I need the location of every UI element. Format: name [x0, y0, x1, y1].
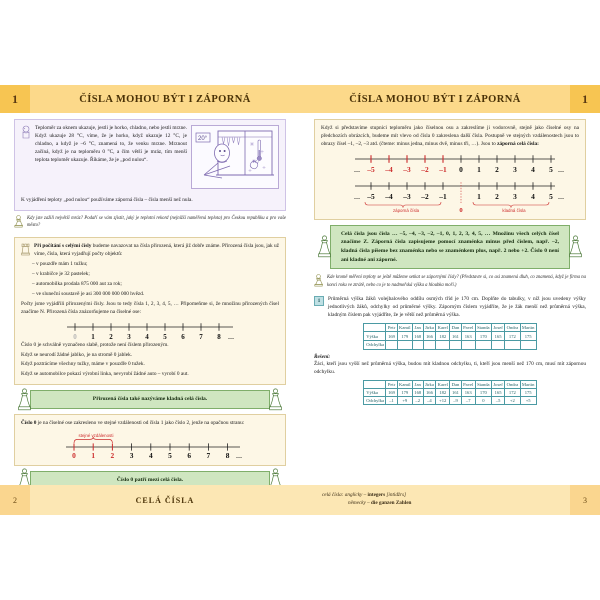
number-line-negatives [333, 152, 567, 176]
svg-text:3: 3 [513, 191, 517, 201]
bullet-4: – ve sluneční soustavě je asi 300 000 000 000 hvězd. [32, 290, 145, 297]
chess-piece-icon-right-1 [269, 388, 282, 412]
right-page-body [314, 119, 586, 481]
bullet-3: – automobilka prodala 875 000 aut za rok; [32, 280, 122, 287]
question-row-1 [14, 215, 286, 233]
glossary-line-1 [322, 492, 570, 500]
table-row [364, 397, 537, 405]
svg-text:8: 8 [225, 450, 230, 459]
deviation-blank-9[interactable] [505, 340, 520, 349]
note-2: Když se neurodí žádné jablko, je na stromě 0 jablek. [21, 351, 133, 358]
name-header-s9: Ondra [506, 381, 519, 387]
svg-text:–1: –1 [439, 164, 447, 174]
height-2: 168 [414, 333, 422, 339]
svg-text:…: … [558, 194, 564, 201]
right-page-header [300, 85, 600, 113]
height-9: 172 [505, 332, 520, 340]
table-row [364, 380, 537, 388]
height-s6: 163 [461, 388, 475, 396]
svg-text:…: … [558, 167, 564, 174]
page-number-left: 2 [0, 485, 30, 515]
footer-glossary [300, 492, 570, 508]
svg-text:…: … [236, 453, 242, 459]
svg-text:–3: –3 [403, 164, 411, 174]
deviation-2: –2 [412, 397, 423, 405]
deviation-blank-6[interactable] [461, 340, 475, 349]
height-s3: 166 [423, 388, 436, 396]
height-0: 169 [386, 332, 397, 340]
intro-paragraph-1: Teploměr za oknem ukazuje, jestli je horko, chladno, nebo jestli mrzne. Když ukazuje 28 °C, víme, že je horko, když ukazuje 12 °C, je chladno, a když je –6 °C, znamená to, že venku mrzne. Mrznout začíná, když je na teploměru 0 °C, a čím větší je mráz, tím menší teplota teploměr ukazuje. Říkáme, že je „pod nulou“. [35, 125, 187, 163]
svg-text:6: 6 [181, 332, 185, 341]
name-header-4: Karel [437, 325, 448, 331]
natural-numbers-box [14, 237, 286, 385]
svg-text:…: … [354, 167, 360, 174]
glossary-de-word: die ganzen Zahlen [371, 500, 412, 506]
table-row [364, 340, 537, 349]
svg-text:–4: –4 [385, 164, 393, 174]
brace-label: stejné vzdálenosti [78, 432, 114, 438]
zero-box-rest: je na číselné ose zakresleno ve stejné vzdálenosti od čísla 1 jako číslo 2, jenže na opačnou stranu: [36, 419, 245, 426]
natural-numbers-lead-rest: budeme navazovat na čísla přirozená, která již dobře známe. Přirozená čísla jsou, jak už víme, čísla, která vyjadřují počty objektů: [34, 242, 279, 257]
solution-text: Žáci, kteří jsou vyšší než průměrná výška, budou mít kladnou odchylku, ti, kteří jsou menší než 170 cm, musí mít zápornou odchylku. [314, 360, 586, 375]
name-header-5: Dan [451, 325, 460, 331]
deviation-blank-5[interactable] [450, 340, 461, 349]
svg-text:5: 5 [168, 450, 172, 459]
glossary-line-2 [322, 500, 570, 508]
svg-text:0: 0 [459, 164, 463, 174]
chess-piece-icon-left-3 [318, 235, 331, 259]
left-page-header [0, 85, 300, 113]
svg-text:4: 4 [145, 332, 149, 341]
glossary-en-pron: [intidžrs] [385, 492, 407, 499]
deviation-blank-4[interactable] [436, 340, 450, 349]
deviation-4: +12 [436, 397, 450, 405]
height-3: 166 [423, 332, 436, 340]
right-page [300, 85, 600, 515]
table-heights-blank [363, 323, 537, 350]
question-text-1: Kdy jste zažili největší mráz? Podaří se vám zjistit, jaký je teplotní rekord (nejnižší naměřená teplota) pro Českou republiku a pro vaše město? [27, 215, 286, 229]
note-3: Když poztrácíme všechny tužky, máme v pouzdře 0 tužek. [21, 361, 145, 368]
deviation-7: 0 [475, 397, 491, 405]
left-page [0, 85, 300, 515]
name-header-10: Martin [521, 325, 535, 331]
name-header-s10: Martin [521, 381, 535, 387]
name-header-2: Jan [412, 324, 423, 332]
table-heights-solved [363, 380, 537, 406]
negative-numbers-box [314, 119, 586, 220]
name-header-s2: Jan [412, 380, 423, 388]
svg-text:5: 5 [549, 191, 553, 201]
svg-text:4: 4 [531, 191, 535, 201]
zero-box-text [21, 420, 279, 428]
row-label-deviation-blank: Odchylka [364, 340, 386, 349]
svg-text:–5: –5 [367, 164, 375, 174]
number-line-natural [55, 320, 245, 341]
right-page-footer [300, 485, 600, 515]
name-header-s3: Jirka [424, 381, 434, 387]
statement-text-right: Celá čísla jsou čísla … –5, –4, –3, –2, –1, 0, 1, 2, 3, 4, 5, … Množinu všech celých čísel značíme Z. Záporná čísla zapisujeme pomocí znaménka minus před číslem, např. –2, kladná čísla píšeme bez znaménka nebo se znaménkem plus, např. 2 nebo +2. Číslo 0 není ani kladné ani záporné. [341, 230, 559, 263]
svg-text:2: 2 [110, 450, 115, 459]
height-1: 179 [397, 332, 412, 340]
footer-title-left: CELÁ ČÍSLA [135, 495, 195, 505]
right-intro-paragraph [321, 125, 579, 149]
height-s9: 172 [505, 388, 520, 396]
page-number-right: 3 [570, 485, 600, 515]
height-s4: 182 [436, 388, 450, 396]
question-text-right: Kde kromě měření teploty se ještě můžeme setkat se zápornými čísly? (Představte si, co asi znamená dluh, co znamená, když je firma na konci roku ve ztrátě, nebo co je to nadmořská výška a hloubka moří.) [327, 275, 586, 288]
name-header-6: Pavel [463, 325, 474, 331]
natural-numbers-after: Počty jsme vyjádřili přirozenými čísly. Jsou to tedy čísla 1, 2, 3, 4, 5, … Připomeňme si, že množinu přirozených čísel značíme N. Přirozená čísla znázorňujeme na číselné ose: [21, 300, 279, 315]
deviation-blank-1[interactable] [397, 340, 412, 349]
height-s8: 165 [492, 388, 505, 396]
chapter-number-left: 1 [0, 85, 30, 113]
natural-numbers-lead [34, 243, 279, 261]
height-s7: 170 [475, 388, 491, 396]
height-8: 165 [492, 332, 505, 340]
svg-text:–3: –3 [403, 191, 411, 201]
svg-text:2: 2 [495, 191, 499, 201]
statement-text-1: Přirozená čísla také nazýváme kladná celá čísla. [92, 396, 208, 403]
svg-text:–1: –1 [439, 191, 447, 201]
height-7: 170 [475, 332, 491, 340]
table-row [364, 324, 537, 332]
svg-text:1: 1 [91, 332, 95, 341]
name-header-s5: Dan [451, 381, 460, 387]
number-line-signed-groups [333, 179, 567, 213]
height-s2: 168 [414, 389, 422, 395]
row-label-deviation: Odchylka [364, 397, 386, 405]
intro-paragraph-2: K vyjádření teploty „pod nulou“ používáme záporná čísla – čísla menší než nula. [21, 197, 193, 203]
right-intro-text: Když si představíme stupnici teploměru jako číselnou osu a zakreslíme ji vodorovně, stejně jako číselné osy na předchozích obrázcích, budeme mít vlevo od čísla 0 zakreslena další čísla. Postupně ve stejných vzdálenostech jsou to obrazy čísel –1, –2, –3 atd. (čteme: minus jedna, minus dvě, minus tři, …). Jsou to [321, 125, 579, 147]
deviation-blank-8[interactable] [492, 340, 505, 349]
svg-text:1: 1 [477, 191, 481, 201]
question-row-right [314, 274, 586, 292]
chess-piece-icon-right-3 [569, 235, 582, 259]
statement-box-right [330, 225, 570, 270]
pawn-icon-2 [314, 274, 323, 292]
height-s10: 175 [520, 388, 536, 396]
brace-label-negative: záporná čísla [392, 207, 420, 213]
exercise-number: 1 [314, 296, 324, 306]
brace-label-positive: kladná čísla [502, 207, 526, 213]
note-1: Číslo 0 je schválně vyznačeno slabě, protože není číslem přirozeným. [21, 341, 169, 348]
glossary-de-label: německy – [348, 500, 372, 506]
svg-text:7: 7 [206, 450, 211, 459]
bullet-1: – v pouzdře mám 1 tužku; [32, 260, 88, 267]
svg-text:0: 0 [72, 450, 76, 459]
svg-text:1: 1 [477, 164, 481, 174]
height-s0: 169 [386, 388, 397, 396]
name-header-3: Jirka [424, 325, 434, 331]
chapter-title-right: ČÍSLA MOHOU BÝT I ZÁPORNÁ [349, 93, 521, 105]
window-thermometer-illustration [191, 125, 279, 194]
table-row [364, 388, 537, 396]
glossary-en-label: celá čísla: anglicky – [322, 492, 368, 499]
deviation-8: –5 [492, 397, 505, 405]
svg-text:3: 3 [513, 164, 517, 174]
deviation-10: +5 [520, 397, 536, 405]
name-header-1: Kamil [399, 325, 411, 331]
height-5: 161 [450, 332, 461, 340]
svg-text:5: 5 [549, 164, 553, 174]
name-header-s8: Josef [493, 381, 503, 387]
statement-box-1 [30, 390, 270, 409]
svg-text:7: 7 [199, 332, 203, 341]
rook-icon-1 [21, 243, 30, 261]
height-s1: 179 [397, 388, 412, 396]
chapter-number-right: 1 [570, 85, 600, 113]
table-row [364, 332, 537, 340]
name-header-s7: Standa [477, 381, 490, 387]
left-page-body [14, 119, 286, 481]
svg-text:4: 4 [531, 164, 535, 174]
left-page-footer [0, 485, 300, 515]
name-header-s0: Petr [387, 381, 396, 387]
deviation-blank-10[interactable] [520, 340, 536, 349]
exercise-1 [314, 296, 586, 320]
chess-piece-icon-left-1 [18, 388, 31, 412]
intro-box [14, 119, 286, 211]
glossary-en-word: integers [367, 492, 386, 499]
svg-text:0: 0 [73, 332, 77, 341]
height-s5: 161 [450, 388, 461, 396]
deviation-blank-7[interactable] [475, 340, 491, 349]
svg-text:–4: –4 [385, 191, 393, 201]
height-10: 175 [520, 332, 536, 340]
corner-cell-2 [364, 380, 386, 388]
deviation-5: –9 [450, 397, 461, 405]
corner-cell [364, 324, 386, 332]
exercise-text: Průměrná výška žáků volejbalového oddílu osmých tříd je 170 cm. Doplňte do tabulky, v níž jsou uvedeny výšky jednotlivých žáků, odchylky od průměrné výšky. Záporným číslem vyjádříte, že je žák menší než průměrná výška, kladným číslem pak vyjádříte, že je větší než průměrná výška. [328, 296, 586, 319]
svg-text:2: 2 [495, 164, 499, 174]
row-label-height-2: Výška [364, 388, 386, 396]
thinking-icon [21, 125, 31, 194]
svg-text:4: 4 [148, 450, 153, 459]
pawn-icon-1 [14, 215, 23, 233]
deviation-0: –1 [386, 397, 397, 405]
name-header-9: Ondra [506, 325, 519, 331]
deviation-1: +9 [397, 397, 412, 405]
number-line-zero [50, 431, 250, 459]
height-6: 163 [461, 332, 475, 340]
svg-text:5: 5 [163, 332, 167, 341]
svg-text:3: 3 [127, 332, 131, 341]
name-header-7: Standa [477, 325, 490, 331]
name-header-s1: Kamil [399, 381, 411, 387]
name-header-8: Josef [493, 325, 503, 331]
name-header-0: Petr [387, 325, 396, 331]
svg-text:–2: –2 [421, 164, 429, 174]
height-4: 182 [436, 332, 450, 340]
svg-text:…: … [228, 334, 234, 341]
svg-text:…: … [354, 194, 360, 201]
row-label-height: Výška [364, 332, 386, 340]
right-intro-bold: záporná celá čísla: [497, 140, 539, 147]
deviation-9: +2 [505, 397, 520, 405]
svg-text:3: 3 [129, 450, 134, 459]
zero-box [14, 414, 286, 466]
deviation-blank-3[interactable] [423, 340, 436, 349]
solution-label: Řešení: [314, 353, 331, 360]
name-header-s4: Karel [437, 381, 448, 387]
svg-text:2: 2 [109, 332, 113, 341]
svg-text:6: 6 [187, 450, 192, 459]
svg-text:–5: –5 [367, 191, 375, 201]
zero-label: 0 [459, 206, 463, 213]
svg-text:20°: 20° [198, 136, 208, 142]
deviation-6: –7 [461, 397, 475, 405]
svg-text:8: 8 [217, 332, 221, 341]
deviation-3: –4 [423, 397, 436, 405]
svg-text:–2: –2 [421, 191, 429, 201]
note-4: Když se automobilce pokazí výrobní linka, nevyrobí žádné auto – vyrobí 0 aut. [21, 371, 189, 378]
deviation-blank-2[interactable] [412, 340, 423, 349]
chapter-title-left: ČÍSLA MOHOU BÝT I ZÁPORNÁ [79, 93, 251, 105]
bullet-2: – v krabičce je 32 pastelek; [32, 270, 90, 277]
statement-text-2: Číslo 0 patří mezi celá čísla. [116, 476, 184, 483]
name-header-s6: Pavel [463, 381, 474, 387]
natural-numbers-lead-bold: Při počítání s celými čísly [34, 242, 92, 249]
zero-box-bold: Číslo 0 [21, 419, 37, 426]
deviation-blank-0[interactable] [386, 340, 397, 349]
svg-text:1: 1 [91, 450, 96, 459]
